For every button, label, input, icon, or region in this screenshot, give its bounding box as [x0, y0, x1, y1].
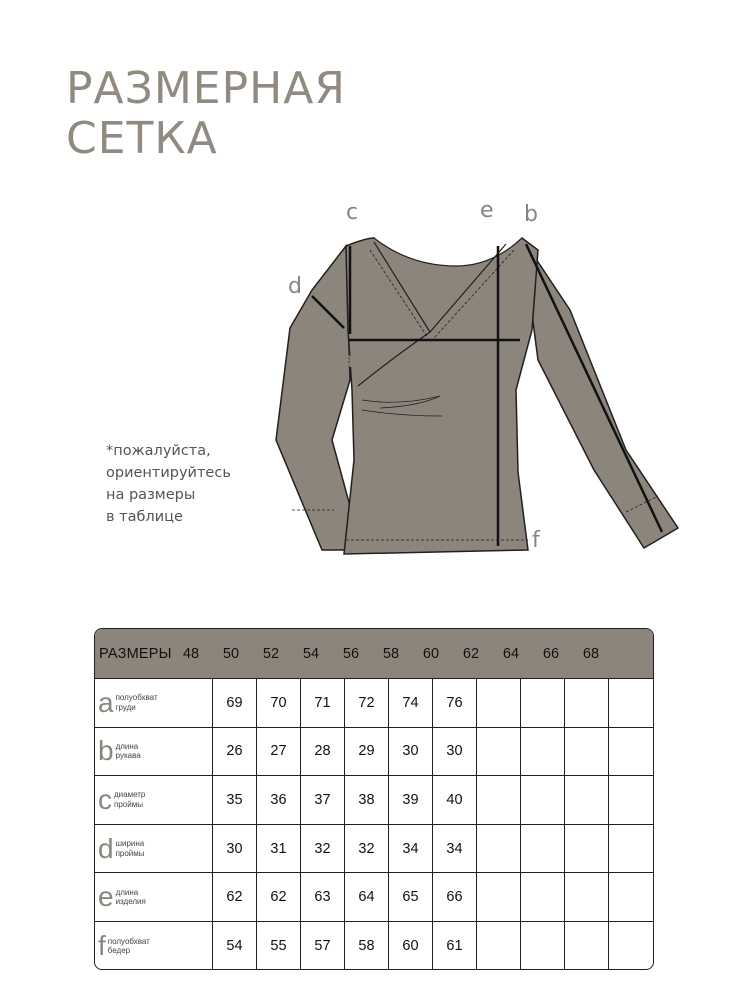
table-cell [609, 922, 653, 970]
row-description-line: полуобхват [107, 936, 150, 946]
table-cell [565, 825, 609, 873]
size-header: 64 [502, 645, 520, 662]
row-label [95, 776, 213, 824]
row-letter: d [98, 832, 114, 864]
table-cell: 74 [389, 679, 433, 727]
row-description-line: диаметр [114, 790, 146, 800]
table-cell: 61 [433, 922, 477, 970]
table-cell [565, 922, 609, 970]
label-c: c [346, 200, 359, 225]
table-cell [477, 873, 521, 921]
note-line: ориентируйтесь [106, 465, 231, 481]
page-title [66, 64, 346, 164]
row-description-line: груди [115, 702, 136, 712]
title-line-1: РАЗМЕРНАЯ [66, 63, 346, 114]
size-header: 62 [462, 645, 480, 662]
garment-illustration [270, 198, 690, 575]
table-cell: 69 [213, 679, 257, 727]
table-cell [565, 776, 609, 824]
row-description [116, 839, 145, 858]
table-cell [609, 679, 653, 727]
size-header: 60 [422, 645, 440, 662]
size-header: 50 [222, 645, 240, 662]
table-cell: 35 [213, 776, 257, 824]
table-cell: 64 [345, 873, 389, 921]
table-cell: 38 [345, 776, 389, 824]
table-cell [477, 776, 521, 824]
table-cell: 30 [213, 825, 257, 873]
table-cell [477, 825, 521, 873]
sizes-header-label: РАЗМЕРЫ [99, 645, 172, 662]
table-cell: 39 [389, 776, 433, 824]
table-cell: 60 [389, 922, 433, 970]
row-description-line: рукава [115, 751, 141, 761]
table-cell [565, 728, 609, 776]
table-cell: 30 [433, 728, 477, 776]
table-cell [609, 825, 653, 873]
table-cell [565, 873, 609, 921]
size-table-body [95, 679, 653, 970]
title-line-2: СЕТКА [66, 113, 218, 164]
table-cell [565, 679, 609, 727]
table-cell: 28 [301, 728, 345, 776]
table-row [95, 825, 653, 874]
table-cell [521, 728, 565, 776]
table-cell: 70 [257, 679, 301, 727]
row-label [95, 679, 213, 727]
size-header: 54 [302, 645, 320, 662]
note-line: на размеры [106, 487, 196, 503]
table-cell: 76 [433, 679, 477, 727]
row-letter: e [98, 881, 114, 913]
table-cell: 62 [257, 873, 301, 921]
table-cell [609, 873, 653, 921]
size-header: 48 [182, 645, 200, 662]
row-letter: b [98, 735, 114, 767]
label-b: b [524, 202, 538, 227]
size-table [94, 628, 654, 970]
table-cell [521, 776, 565, 824]
table-cell: 63 [301, 873, 345, 921]
table-row [95, 873, 653, 922]
table-cell: 29 [345, 728, 389, 776]
table-cell: 26 [213, 728, 257, 776]
table-row [95, 728, 653, 777]
table-cell: 32 [345, 825, 389, 873]
table-cell: 54 [213, 922, 257, 970]
top-garment-drawing [270, 210, 690, 570]
table-cell: 57 [301, 922, 345, 970]
table-cell: 65 [389, 873, 433, 921]
table-cell: 71 [301, 679, 345, 727]
table-cell: 34 [433, 825, 477, 873]
table-cell [477, 679, 521, 727]
label-d: d [288, 274, 302, 299]
row-description-line: проймы [114, 799, 143, 809]
table-cell: 27 [257, 728, 301, 776]
table-cell [521, 679, 565, 727]
label-e: e [480, 198, 494, 223]
row-label [95, 728, 213, 776]
size-header: 66 [542, 645, 560, 662]
table-cell [609, 728, 653, 776]
table-row [95, 776, 653, 825]
table-cell: 34 [389, 825, 433, 873]
size-header: 68 [582, 645, 600, 662]
row-label [95, 873, 213, 921]
table-cell: 72 [345, 679, 389, 727]
row-letter: a [98, 686, 114, 718]
row-description-line: изделия [115, 897, 146, 907]
table-cell: 31 [257, 825, 301, 873]
table-cell [521, 825, 565, 873]
row-description [116, 888, 146, 907]
size-header: 52 [262, 645, 280, 662]
size-note [106, 440, 231, 528]
size-header: 56 [342, 645, 360, 662]
row-label [95, 825, 213, 873]
label-f: f [532, 528, 540, 553]
table-cell: 40 [433, 776, 477, 824]
table-cell [477, 922, 521, 970]
table-cell: 30 [389, 728, 433, 776]
size-table-header [95, 629, 653, 679]
row-label [95, 922, 213, 970]
table-cell: 55 [257, 922, 301, 970]
row-description [116, 742, 141, 761]
row-letter: c [98, 783, 112, 815]
row-description-line: проймы [115, 848, 145, 858]
row-description-line: ширина [115, 839, 145, 849]
row-description-line: длина [115, 741, 139, 751]
table-cell [521, 873, 565, 921]
note-line: в таблице [106, 509, 183, 525]
table-cell: 37 [301, 776, 345, 824]
table-cell: 32 [301, 825, 345, 873]
table-cell: 62 [213, 873, 257, 921]
note-line: *пожалуйста, [106, 443, 211, 459]
row-letter: f [98, 930, 106, 962]
size-header: 58 [382, 645, 400, 662]
row-description [114, 790, 145, 809]
table-row [95, 679, 653, 728]
garment-body [344, 238, 538, 554]
table-cell: 66 [433, 873, 477, 921]
table-cell: 58 [345, 922, 389, 970]
row-description-line: бедер [107, 946, 131, 956]
table-cell [477, 728, 521, 776]
table-cell: 36 [257, 776, 301, 824]
label-a: a [340, 348, 354, 373]
table-cell [609, 776, 653, 824]
row-description [116, 693, 158, 712]
table-cell [521, 922, 565, 970]
row-description [108, 937, 150, 956]
row-description-line: длина [115, 887, 139, 897]
table-row [95, 922, 653, 970]
row-description-line: полуобхват [115, 693, 158, 703]
